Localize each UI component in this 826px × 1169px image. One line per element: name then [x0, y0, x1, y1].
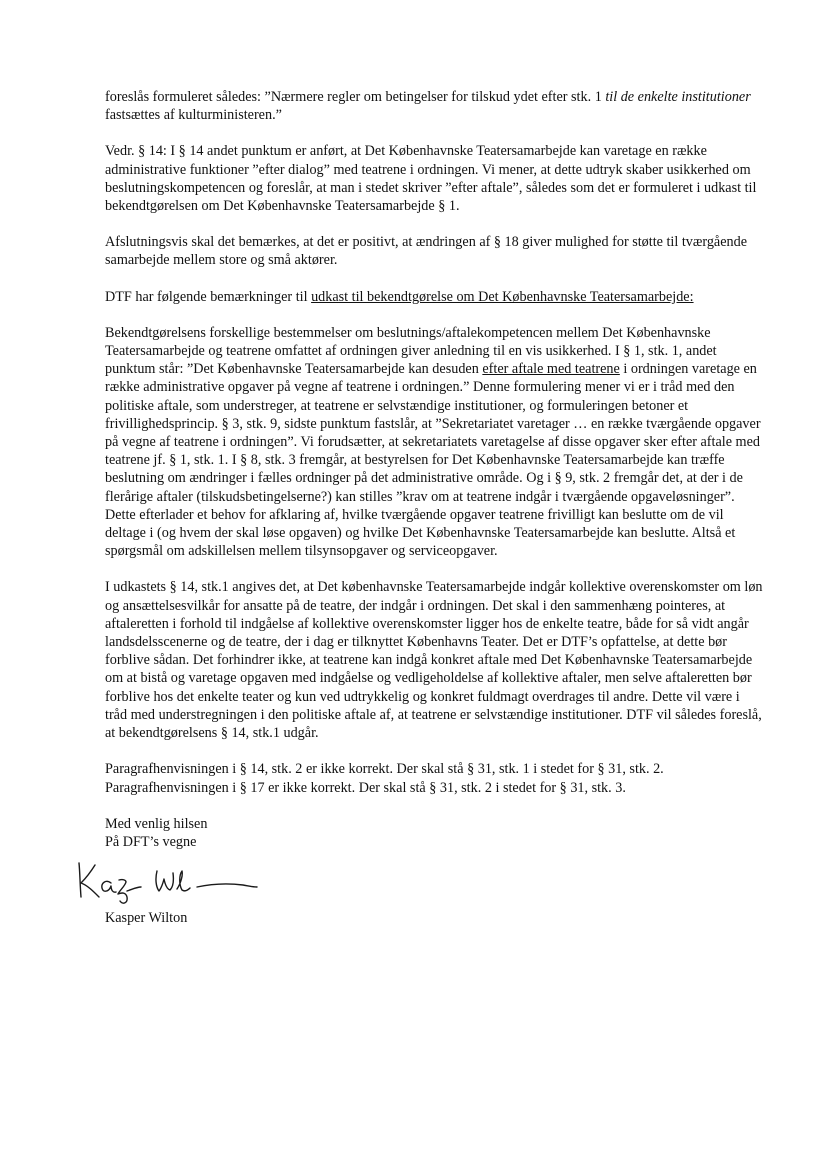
closing-block [105, 815, 765, 851]
italic-phrase: til de enkelte institutioner [605, 89, 751, 105]
paragraph-remarks-intro: DTF har følgende bemærkninger til udkast til bekendtgørelse om Det Københavnske Teatersamarbejde: [105, 288, 694, 305]
greeting: Med venlig hilsen [105, 815, 208, 832]
paragraph-references: Paragrafhenvisningen i § 14, stk. 2 er ikke korrekt. Der skal stå § 31, stk. 1 i stedet for § 31, stk. 2. Paragrafhenvisningen i § 17 er ikke korrekt. Der skal stå § 31, stk. 2 i stedet for § 31, stk. 3. [105, 761, 664, 796]
on-behalf: På DFT’s vegne [105, 833, 197, 850]
letter-body [105, 88, 765, 927]
signature-drawing [71, 853, 271, 905]
paragraph-section-18: Afslutningsvis skal det bemærkes, at det er positivt, at ændringen af § 18 giver mulighed for støtte til tværgående samarbejde mellem store og små aktører. [105, 234, 748, 269]
underlined-phrase: efter aftale med teatrene [482, 361, 620, 378]
signatory-name: Kasper Wilton [105, 910, 188, 927]
paragraph-section-14: Vedr. § 14: I § 14 andet punktum er anført, at Det Københavnske Teatersamarbejde kan varetage en række administrative funktioner ”efter dialog” med teatrene i ordningen. Vi mener, at dette udtryk skaber usikkerhed om beslutningskompetencen og foreslår, at man i stedet skriver ”efter aftale”, således som det er formuleret i udkast til bekendtgørelsen om Det Københavnske Teatersamarbejde § 1. [105, 143, 757, 215]
paragraph-proposal: foreslås formuleret således: ”Nærmere regler om betingelser for tilskud ydet efter stk. 1 til de enkelte institutioner fastsættes af kulturministeren.” [105, 89, 751, 124]
handwritten-signature [71, 853, 271, 905]
underlined-heading: udkast til bekendtgørelse om Det Københavnske Teatersamarbejde: [311, 288, 694, 305]
paragraph-competence: Bekendtgørelsens forskellige bestemmelser om beslutnings/aftalekompetencen mellem Det Københavnske Teatersamarbejde og teatrene omfattet af ordningen giver anledning til en vis usikkerhed. I § 1, stk. 1, andet punktum står: ”Det Københavnske Teatersamarbejde kan desuden efter aftale med teatrene i ordningen varetage en række administrative opgaver på vegne af teatrene i ordningen.” Denne formulering mener vi er i tråd med den politiske aftale, som understreger, at teatrene er selvstændige institutioner, og formuleringen betoner et frivillighedsprincip. § 3, stk. 9, sidste punktum fastslår, at ”Sekretariatet varetager … en række tværgående opgaver på vegne af teatrene i ordningen”. Vi forudsætter, at sekretariatets varetagelse af disse opgaver sker efter aftale med teatrene jf. § 1, stk. 1. I § 8, stk. 3 fremgår, at bestyrelsen for Det Københavnske Teatersamarbejde kan træffe beslutning om ændringer i fælles ordninger på det administrative område. Og i § 9, stk. 2 fremgår det, at der i de flerårige aftaler (tilskudsbetingelserne?) kan stilles ”krav om at teatrene indgår i tværgående opgaveløsninger”. Dette efterlader et behov for afklaring af, hvilke tværgående opgaver teatrene frivilligt kan beslutte om de vil deltage i (og hvem der skal løse opgaven) og hvilke Det Københavnske Teatersamarbejde kan beslutte. Altså et spørgsmål om adskillelsen mellem tilsynsopgaver og serviceopgaver. [105, 324, 761, 560]
paragraph-collective-agreements: I udkastets § 14, stk.1 angives det, at Det københavnske Teatersamarbejde indgår kollektive overenskomster om løn og ansættelsesvilkår for ansatte på de teatre, der indgår i ordningen. Det skal i den sammenhæng pointeres, at aftaleretten i forhold til indgåelse af kollektive overenskomster ligger hos de enkelte teatre, både for så vidt angår landsdelsscenerne og de teatre, der i dag er tilknyttet Københavns Teater. Det er DTF’s opfattelse, at dette bør forblive sådan. Det forhindrer ikke, at teatrene kan indgå konkret aftale med Det Københavnske Teatersamarbejde om at bistå og varetage opgaven med indgåelse og vedligeholdelse af kollektive aftaler, men selve aftaleretten bør forblive hos det enkelte teater og kun ved udtrykkelig og konkret fuldmagt overdrages til andre. Dette vil være i tråd med understregningen i den politiske aftale af, at teatrene er selvstændige institutioner. DTF vil således foreslå, at bekendtgørelsens § 14, stk.1 udgår. [105, 579, 763, 742]
